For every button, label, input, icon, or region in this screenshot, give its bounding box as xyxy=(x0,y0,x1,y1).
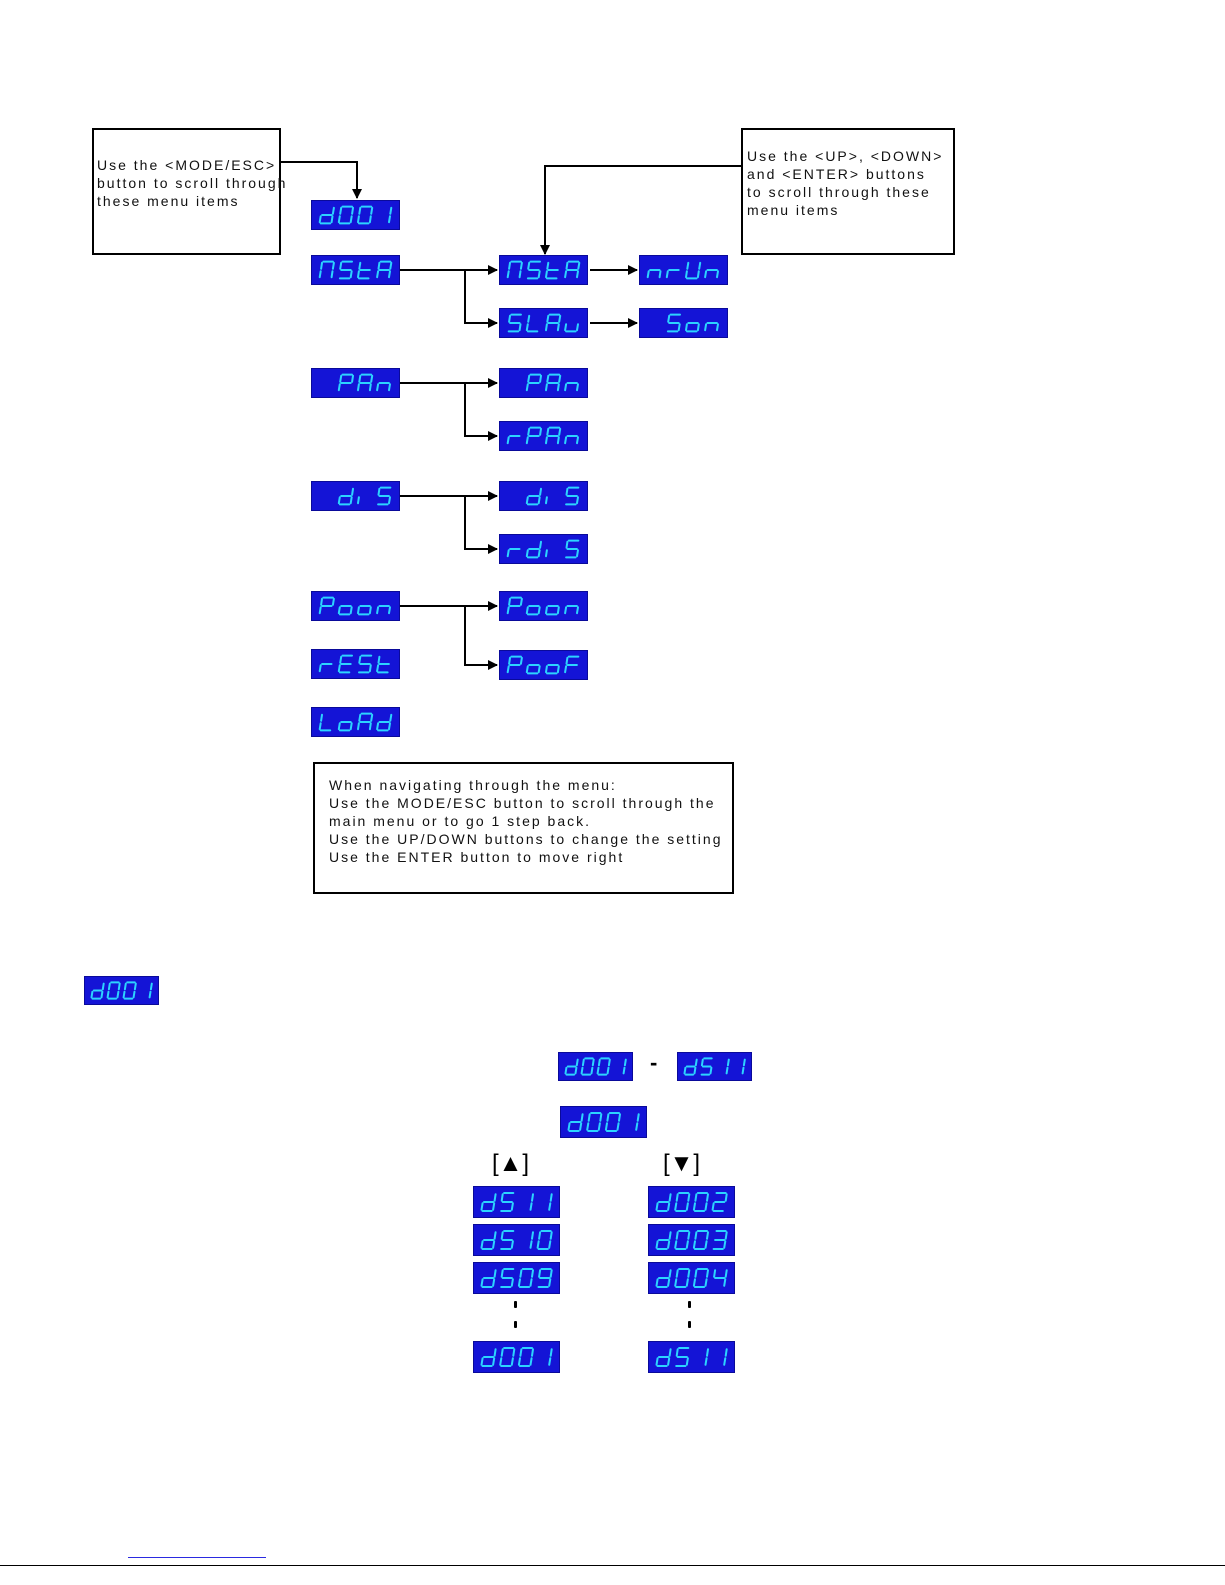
seven-segment-glyphs xyxy=(561,1107,646,1137)
seven-segment-glyphs xyxy=(312,369,399,397)
seven-segment-glyphs xyxy=(500,651,587,679)
lcd-sub-pan xyxy=(499,368,588,398)
seven-segment-glyphs xyxy=(500,535,587,563)
seven-segment-glyphs xyxy=(312,201,399,229)
lcd-down-step-last xyxy=(648,1341,735,1373)
lcd-main-load xyxy=(311,707,400,737)
seven-segment-glyphs xyxy=(85,977,158,1004)
seven-segment-glyphs xyxy=(640,309,727,337)
lcd-address-heading xyxy=(84,976,159,1005)
lcd-sub-slave xyxy=(499,308,588,338)
note-line: When navigating through the menu: xyxy=(329,777,617,793)
seven-segment-glyphs xyxy=(312,256,399,284)
seven-segment-glyphs xyxy=(500,592,587,620)
navigation-note xyxy=(313,762,734,894)
note-line: Use the ENTER button to move right xyxy=(329,849,625,865)
lcd-sub-reverse-display xyxy=(499,534,588,564)
lcd-main-reset xyxy=(311,649,400,679)
lcd-sub-display xyxy=(499,481,588,511)
lcd-sub-slave-value xyxy=(639,308,728,338)
seven-segment-glyphs xyxy=(500,422,587,450)
seven-segment-glyphs xyxy=(640,256,727,284)
lcd-sub-reverse-pan xyxy=(499,421,588,451)
lcd-up-step-2 xyxy=(473,1224,560,1256)
note-line: button to scroll through xyxy=(97,175,288,191)
lcd-down-step-3 xyxy=(648,1262,735,1294)
down-button-label: [▼] xyxy=(663,1150,701,1177)
lcd-up-step-3 xyxy=(473,1262,560,1294)
lcd-main-address xyxy=(311,200,400,230)
lcd-down-step-2 xyxy=(648,1224,735,1256)
note-line: these menu items xyxy=(97,193,240,209)
lcd-sub-master-value xyxy=(639,255,728,285)
seven-segment-glyphs xyxy=(312,592,399,620)
seven-segment-glyphs xyxy=(312,650,399,678)
lcd-range-end xyxy=(677,1052,752,1081)
seven-segment-glyphs xyxy=(649,1263,734,1293)
continuation-dot xyxy=(688,1321,691,1328)
seven-segment-glyphs xyxy=(500,256,587,284)
lcd-main-display xyxy=(311,481,400,511)
note-line: main menu or to go 1 step back. xyxy=(329,813,591,829)
lcd-up-step-1 xyxy=(473,1186,560,1218)
seven-segment-glyphs xyxy=(312,708,399,736)
range-separator: - xyxy=(650,1050,658,1075)
note-line: Use the <MODE/ESC> xyxy=(97,157,277,173)
seven-segment-glyphs xyxy=(649,1225,734,1255)
continuation-dot xyxy=(688,1301,691,1308)
seven-segment-glyphs xyxy=(474,1342,559,1372)
footer-rule xyxy=(0,1565,1225,1566)
continuation-dot xyxy=(514,1321,517,1328)
seven-segment-glyphs xyxy=(474,1263,559,1293)
seven-segment-glyphs xyxy=(500,309,587,337)
lcd-down-step-1 xyxy=(648,1186,735,1218)
seven-segment-glyphs xyxy=(559,1053,632,1080)
lcd-sub-master xyxy=(499,255,588,285)
note-line: Use the UP/DOWN buttons to change the setting xyxy=(329,831,723,847)
seven-segment-glyphs xyxy=(312,482,399,510)
note-line: Use the MODE/ESC button to scroll through the xyxy=(329,795,716,811)
seven-segment-glyphs xyxy=(678,1053,751,1080)
seven-segment-glyphs xyxy=(649,1342,734,1372)
note-line: and <ENTER> buttons xyxy=(747,166,926,182)
seven-segment-glyphs xyxy=(500,369,587,397)
up-button-label: [▲] xyxy=(492,1150,530,1177)
continuation-dot xyxy=(514,1301,517,1308)
seven-segment-glyphs xyxy=(474,1225,559,1255)
lcd-current-address xyxy=(560,1106,647,1138)
note-line: menu items xyxy=(747,202,840,218)
lcd-range-start xyxy=(558,1052,633,1081)
seven-segment-glyphs xyxy=(474,1187,559,1217)
seven-segment-glyphs xyxy=(649,1187,734,1217)
lcd-main-pan xyxy=(311,368,400,398)
lcd-main-power xyxy=(311,591,400,621)
note-line: Use the <UP>, <DOWN> xyxy=(747,148,944,164)
footer-link-underline xyxy=(128,1557,266,1558)
lcd-sub-power-off xyxy=(499,650,588,680)
seven-segment-glyphs xyxy=(500,482,587,510)
mode-esc-note xyxy=(92,128,288,255)
lcd-main-mode xyxy=(311,255,400,285)
lcd-sub-power-on xyxy=(499,591,588,621)
lcd-up-step-last xyxy=(473,1341,560,1373)
up-down-enter-note xyxy=(741,128,955,255)
note-line: to scroll through these xyxy=(747,184,931,200)
